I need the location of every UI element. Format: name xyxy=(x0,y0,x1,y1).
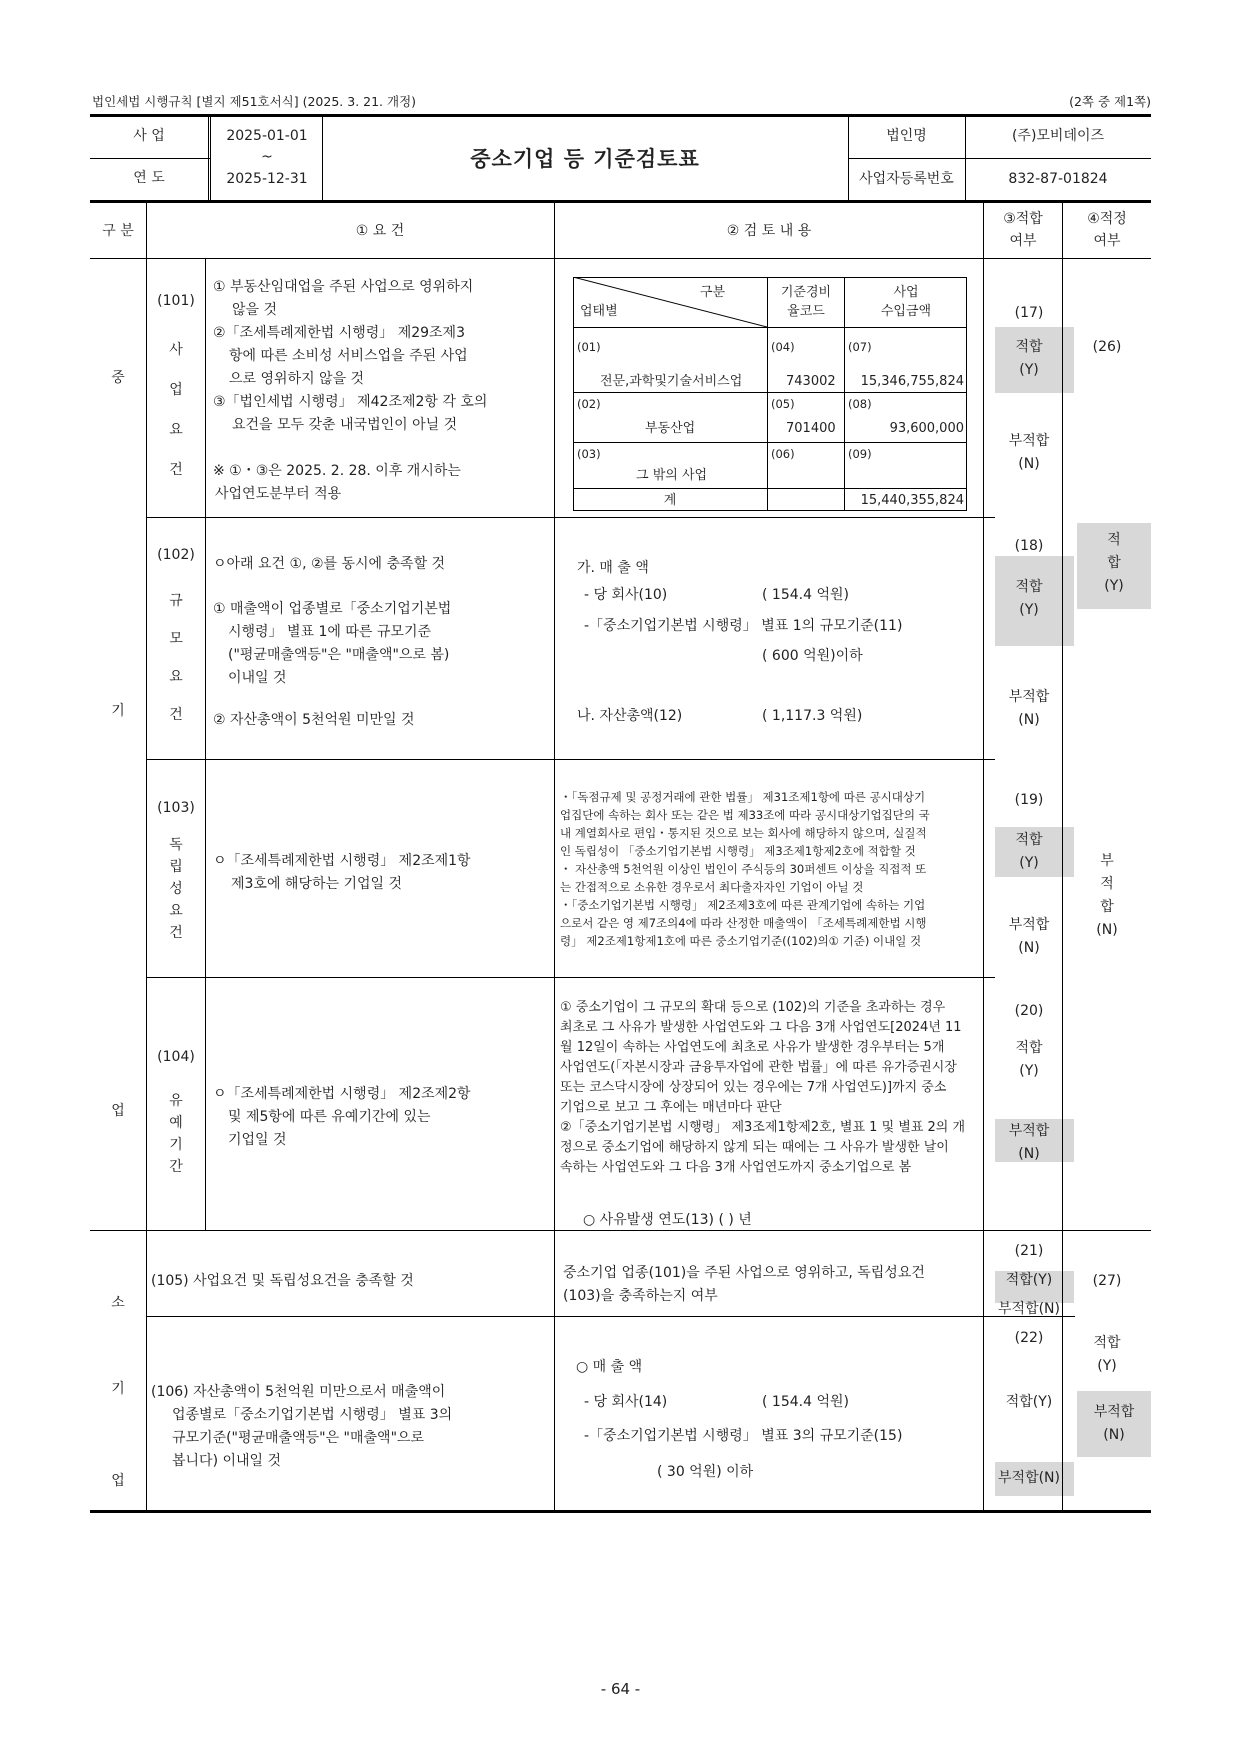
t-r2-no: (02) xyxy=(577,397,601,411)
page-title: 중소기업 등 기준검토표 xyxy=(470,147,700,171)
year-label-1: 사 업 xyxy=(133,128,165,144)
r103-rev-line: ・「중소기업기본법 시행령」 제2조제3호에 따른 관계기업에 속하는 기업 xyxy=(560,898,926,912)
r104-rev-line: ① 중소기업이 그 규모의 확대 등으로 (102)의 기준을 초과하는 경우 xyxy=(560,1000,946,1015)
category-gi: 기 xyxy=(111,703,125,719)
t-r3-name: 그 밖의 사업 xyxy=(636,468,708,483)
r102-rev-a1-val: ( 154.4 억원) xyxy=(762,587,849,603)
r104-label-char: 예 xyxy=(169,1115,183,1131)
r106-rev-a: ○ 매 출 액 xyxy=(576,1359,643,1375)
t-r1-code: 743002 xyxy=(786,374,836,389)
r104-label-char: 유 xyxy=(169,1093,183,1109)
r105-fit-y: 적합(Y) xyxy=(1005,1272,1053,1288)
t-r3-no: (03) xyxy=(577,447,601,461)
r103-label-char: 성 xyxy=(169,881,183,897)
col4-bot-2: 적 xyxy=(1100,876,1114,892)
r103-label-char: 독 xyxy=(169,837,183,853)
t-r2-amtno: (08) xyxy=(848,397,872,411)
r102-label-char: 건 xyxy=(169,707,183,723)
r103-rev-line: 으로서 같은 영 제7조의4에 따라 산정한 매출액이 「조세특례제한법 시행 xyxy=(560,916,927,930)
r101-fit-n1: 부적합 xyxy=(1008,433,1050,449)
r103-rev-line: 업집단에 속하는 회사 또는 같은 법 제33조에 따라 공시대상기업집단의 국 xyxy=(560,808,930,822)
t-head-gubun: 구분 xyxy=(700,285,726,300)
r102-fit-n1: 부적합 xyxy=(1008,689,1050,705)
col4-top-3: (Y) xyxy=(1104,578,1124,594)
r104-rev-line: 월 12일이 속하는 사업연도에 최초로 사유가 발생한 경우부터는 5개 xyxy=(560,1040,945,1055)
r101-req2c: 으로 영위하지 않을 것 xyxy=(229,371,365,387)
col4-top-1: 적 xyxy=(1107,532,1121,548)
category-so: 소 xyxy=(111,1295,125,1311)
period-tilde: ~ xyxy=(261,149,273,165)
r106-col4-y1: 적합 xyxy=(1093,1335,1121,1351)
corp-name: (주)모비데이즈 xyxy=(1011,128,1105,144)
r102-req2: ② 자산총액이 5천억원 미만일 것 xyxy=(213,712,415,728)
t-r3-codeno: (06) xyxy=(771,447,795,461)
t-r1-amt: 15,346,755,824 xyxy=(860,374,964,389)
r102-req1c: ("평균매출액등"은 "매출액"으로 봄) xyxy=(228,647,450,663)
t-total-label: 계 xyxy=(663,493,677,508)
r101-col4: (26) xyxy=(1092,339,1122,355)
t-r1-name: 전문,과학및기술서비스업 xyxy=(600,374,743,389)
r104-req-b: 및 제5항에 따른 유예기간에 있는 xyxy=(228,1109,431,1125)
r104-rev-line: 정으로 중소기업에 해당하지 않게 되는 때에는 그 사유가 발생한 날이 xyxy=(560,1140,949,1155)
r105-fit-n: 부적합(N) xyxy=(998,1301,1060,1317)
r106-fit-y: 적합(Y) xyxy=(1005,1394,1053,1410)
r101-label xyxy=(147,330,205,490)
r105-rev-a: 중소기업 업종(101)을 주된 사업으로 영위하고, 독립성요건 xyxy=(563,1265,925,1281)
r101-fit-y1: 적합 xyxy=(1015,339,1043,355)
category-gi2: 기 xyxy=(111,1381,125,1397)
r103-label-char: 요 xyxy=(169,903,183,919)
r104-label xyxy=(147,1090,205,1178)
r106-col4-y2: (Y) xyxy=(1097,1358,1117,1374)
t-r1-no: (01) xyxy=(577,340,601,354)
r103-rev-line: 인 독립성이 「중소기업기본법 시행령」 제3조제1항제2호에 적합할 것 xyxy=(560,844,916,858)
r103-fit-no: (19) xyxy=(1014,792,1044,808)
r103-rev-line: ・「독점규제 및 공정거래에 관한 법률」 제31조제1항에 따른 공시대상기 xyxy=(560,790,926,804)
r104-fit-n1: 부적합 xyxy=(1008,1123,1050,1139)
r101-label-char: 건 xyxy=(169,462,183,478)
r104-label-char: 간 xyxy=(169,1159,183,1175)
r102-rev-a2-val: ( 600 억원)이하 xyxy=(762,648,863,664)
r101-label-char: 업 xyxy=(169,382,183,398)
r103-fit-y1: 적합 xyxy=(1015,832,1043,848)
r106-rev-a2: -「중소기업기본법 시행령」 별표 3의 규모기준(15) xyxy=(584,1428,903,1444)
t-head-eoptaebyeol: 업태별 xyxy=(580,304,618,319)
r105-fit-no: (21) xyxy=(1014,1243,1044,1259)
r101-req2a: ②「조세특례제한법 시행령」 제29조제3 xyxy=(213,325,465,341)
r103-label xyxy=(147,834,205,944)
r104-rev-line: 속하는 사업연도와 그 다음 3개 사업연도까지 중소기업으로 봄 xyxy=(560,1160,912,1175)
page-info: (2쪽 중 제1쪽) xyxy=(1069,94,1151,109)
r104-fit-no: (20) xyxy=(1014,1003,1044,1019)
r103-fit-y2: (Y) xyxy=(1019,855,1039,871)
r106-req-b: 업종별로「중소기업기본법 시행령」 별표 3의 xyxy=(172,1407,453,1423)
r104-fit-y1: 적합 xyxy=(1015,1040,1043,1056)
t-r2-code: 701400 xyxy=(786,421,836,436)
category-jung: 중 xyxy=(111,370,125,386)
col-fit3-line2: 여부 xyxy=(1009,233,1037,249)
r101-req1a: ① 부동산임대업을 주된 사업으로 영위하지 xyxy=(213,279,474,295)
col4-bot-3: 합 xyxy=(1100,899,1114,915)
t-r2-amt: 93,600,000 xyxy=(889,421,964,436)
r102-label-char: 모 xyxy=(169,631,183,647)
r101-note2: 사업연도분부터 적용 xyxy=(215,486,342,502)
r101-req2b: 항에 따른 소비성 서비스업을 주된 사업 xyxy=(229,348,468,364)
r106-fit-no: (22) xyxy=(1014,1330,1044,1346)
r104-rev-line: 또는 코스닥시장에 상장되어 있는 경우에는 7개 사업연도)]까지 중소 xyxy=(560,1080,947,1095)
year-label-2: 연 도 xyxy=(133,170,165,186)
r106-rev-a1-val: ( 154.4 억원) xyxy=(762,1394,849,1410)
form-reference: 법인세법 시행규칙 [별지 제51호서식] (2025. 3. 21. 개정) xyxy=(92,94,417,109)
r102-fit-n2: (N) xyxy=(1018,712,1040,728)
r103-req-b: 제3호에 해당하는 기업일 것 xyxy=(231,876,403,892)
r102-label-char: 요 xyxy=(169,669,183,685)
r105-rev-b: (103)을 충족하는지 여부 xyxy=(563,1288,718,1304)
r102-rev-b-val: ( 1,117.3 억원) xyxy=(762,708,863,724)
r102-intro: ㅇ아래 요건 ①, ②를 동시에 충족할 것 xyxy=(213,556,446,572)
r105-col4: (27) xyxy=(1092,1273,1122,1289)
col4-bot-4: (N) xyxy=(1096,922,1118,938)
r103-label-char: 건 xyxy=(169,925,183,941)
r103-rev-line: 는 간접적으로 소유한 경우로서 최다출자자인 기업이 아닐 것 xyxy=(560,880,864,894)
r106-req-c: 규모기준("평균매출액등"은 "매출액"으로 xyxy=(172,1430,425,1446)
t-r2-name: 부동산업 xyxy=(645,421,696,436)
r102-rev-a1: - 당 회사(10) xyxy=(584,587,668,603)
r106-rev-a1: - 당 회사(14) xyxy=(584,1394,668,1410)
r102-label xyxy=(147,582,205,734)
r106-col4-n2: (N) xyxy=(1103,1427,1125,1443)
r104-rev-line: 최초로 그 사유가 발생한 사업연도와 그 다음 3개 사업연도[2024년 11 xyxy=(560,1020,962,1035)
r104-year-line: ○ 사유발생 연도(13) ( ) 년 xyxy=(583,1212,752,1228)
r106-req-d: 봅니다) 이내일 것 xyxy=(172,1453,282,1469)
r104-rev-line: 기업으로 보고 그 후에는 매년마다 판단 xyxy=(560,1100,782,1115)
col-review: ② 검 토 내 용 xyxy=(726,223,812,239)
col-fit3-line1: ③적합 xyxy=(1003,211,1043,227)
r102-rev-b: 나. 자산총액(12) xyxy=(577,708,683,724)
r102-rev-a: 가. 매 출 액 xyxy=(577,560,649,576)
col-requirements: ① 요 건 xyxy=(355,223,405,239)
page-number: - 64 - xyxy=(600,1680,641,1698)
r101-label-char: 요 xyxy=(169,422,183,438)
r104-req-c: 기업일 것 xyxy=(228,1132,287,1148)
r104-fit-n2: (N) xyxy=(1018,1146,1040,1162)
r102-fit-no: (18) xyxy=(1014,538,1044,554)
r103-fit-n1: 부적합 xyxy=(1008,917,1050,933)
r106-rev-a2-val: ( 30 억원) 이하 xyxy=(657,1464,754,1480)
t-r2-codeno: (05) xyxy=(771,397,795,411)
r101-req3b: 요건을 모두 갖춘 내국법인이 아닐 것 xyxy=(232,417,458,433)
r102-rev-a2: -「중소기업기본법 시행령」 별표 1의 규모기준(11) xyxy=(584,618,903,634)
r103-review xyxy=(560,788,980,950)
r102-label-char: 규 xyxy=(169,593,183,609)
r102-req1a: ① 매출액이 업종별로「중소기업기본법 xyxy=(213,601,452,617)
r104-code: (104) xyxy=(157,1049,195,1065)
r104-rev-line: 사업연도(「자본시장과 금융투자업에 관한 법률」에 따른 유가증권시장 xyxy=(560,1060,957,1075)
category-eop2: 업 xyxy=(111,1473,125,1489)
r103-fit-n2: (N) xyxy=(1018,940,1040,956)
r102-fit-y2: (Y) xyxy=(1019,602,1039,618)
r104-review xyxy=(560,998,980,1178)
t-head-code1: 기준경비 xyxy=(780,285,832,300)
r103-req-a: ㅇ「조세특례제한법 시행령」 제2조제1항 xyxy=(213,853,471,869)
col4-top-2: 합 xyxy=(1107,555,1121,571)
period-end: 2025-12-31 xyxy=(226,171,308,187)
r101-fit-no: (17) xyxy=(1014,305,1044,321)
col-category: 구 분 xyxy=(102,223,134,239)
r105-req: (105) 사업요건 및 독립성요건을 충족할 것 xyxy=(151,1273,414,1289)
biz-no-label: 사업자등록번호 xyxy=(859,171,954,187)
r101-code: (101) xyxy=(157,293,195,309)
r102-code: (102) xyxy=(157,547,195,563)
period-start: 2025-01-01 xyxy=(226,128,308,144)
r104-label-char: 기 xyxy=(169,1137,183,1153)
r101-req1b: 않을 것 xyxy=(232,302,278,318)
col-fit4-line1: ④적정 xyxy=(1087,211,1127,227)
r103-label-char: 립 xyxy=(169,859,183,875)
r104-req-a: ㅇ「조세특례제한법 시행령」 제2조제2항 xyxy=(213,1086,471,1102)
r103-rev-line: 내 계열회사로 편입・통지된 것으로 보는 회사에 해당하지 않으며, 실질적 xyxy=(560,826,927,840)
biz-no: 832-87-01824 xyxy=(1008,171,1108,187)
t-head-rev2: 수입금액 xyxy=(880,304,932,319)
r106-fit-n: 부적합(N) xyxy=(998,1470,1060,1486)
col-fit4-line2: 여부 xyxy=(1093,233,1121,249)
r102-req1b: 시행령」 별표 1에 따른 규모기준 xyxy=(228,624,431,640)
category-eop: 업 xyxy=(111,1103,125,1119)
r102-fit-y1: 적합 xyxy=(1015,579,1043,595)
t-head-code2: 율코드 xyxy=(787,304,825,319)
r101-label-char: 사 xyxy=(169,342,183,358)
r104-rev-line: ②「중소기업기본법 시행령」 제3조제1항제2호, 별표 1 및 별표 2의 개 xyxy=(560,1120,966,1135)
r106-req-a: (106) 자산총액이 5천억원 미만으로서 매출액이 xyxy=(151,1384,446,1400)
corp-name-label: 법인명 xyxy=(886,128,927,144)
col4-bot-1: 부 xyxy=(1100,853,1114,869)
t-head-rev1: 사업 xyxy=(893,285,919,300)
r101-note1: ※ ①・③은 2025. 2. 28. 이후 개시하는 xyxy=(213,463,461,479)
r103-code: (103) xyxy=(157,800,195,816)
r101-fit-y2: (Y) xyxy=(1019,362,1039,378)
t-r3-amtno: (09) xyxy=(848,447,872,461)
r103-rev-line: ・ 자산총액 5천억원 이상인 법인이 주식등의 30퍼센트 이상을 직접적 또 xyxy=(560,862,927,876)
r106-col4-n1: 부적합 xyxy=(1093,1404,1135,1420)
t-r1-codeno: (04) xyxy=(771,340,795,354)
r103-rev-line: 령」 제2조제1항제1호에 따른 중소기업기준((102)의① 기준) 이내일 것 xyxy=(560,934,922,948)
r102-req1d: 이내일 것 xyxy=(228,670,287,686)
t-total-amt: 15,440,355,824 xyxy=(860,493,964,508)
r101-fit-n2: (N) xyxy=(1018,456,1040,472)
t-r1-amtno: (07) xyxy=(848,340,872,354)
r101-req3a: ③「법인세법 시행령」 제42조제2항 각 호의 xyxy=(213,394,488,410)
r104-fit-y2: (Y) xyxy=(1019,1063,1039,1079)
